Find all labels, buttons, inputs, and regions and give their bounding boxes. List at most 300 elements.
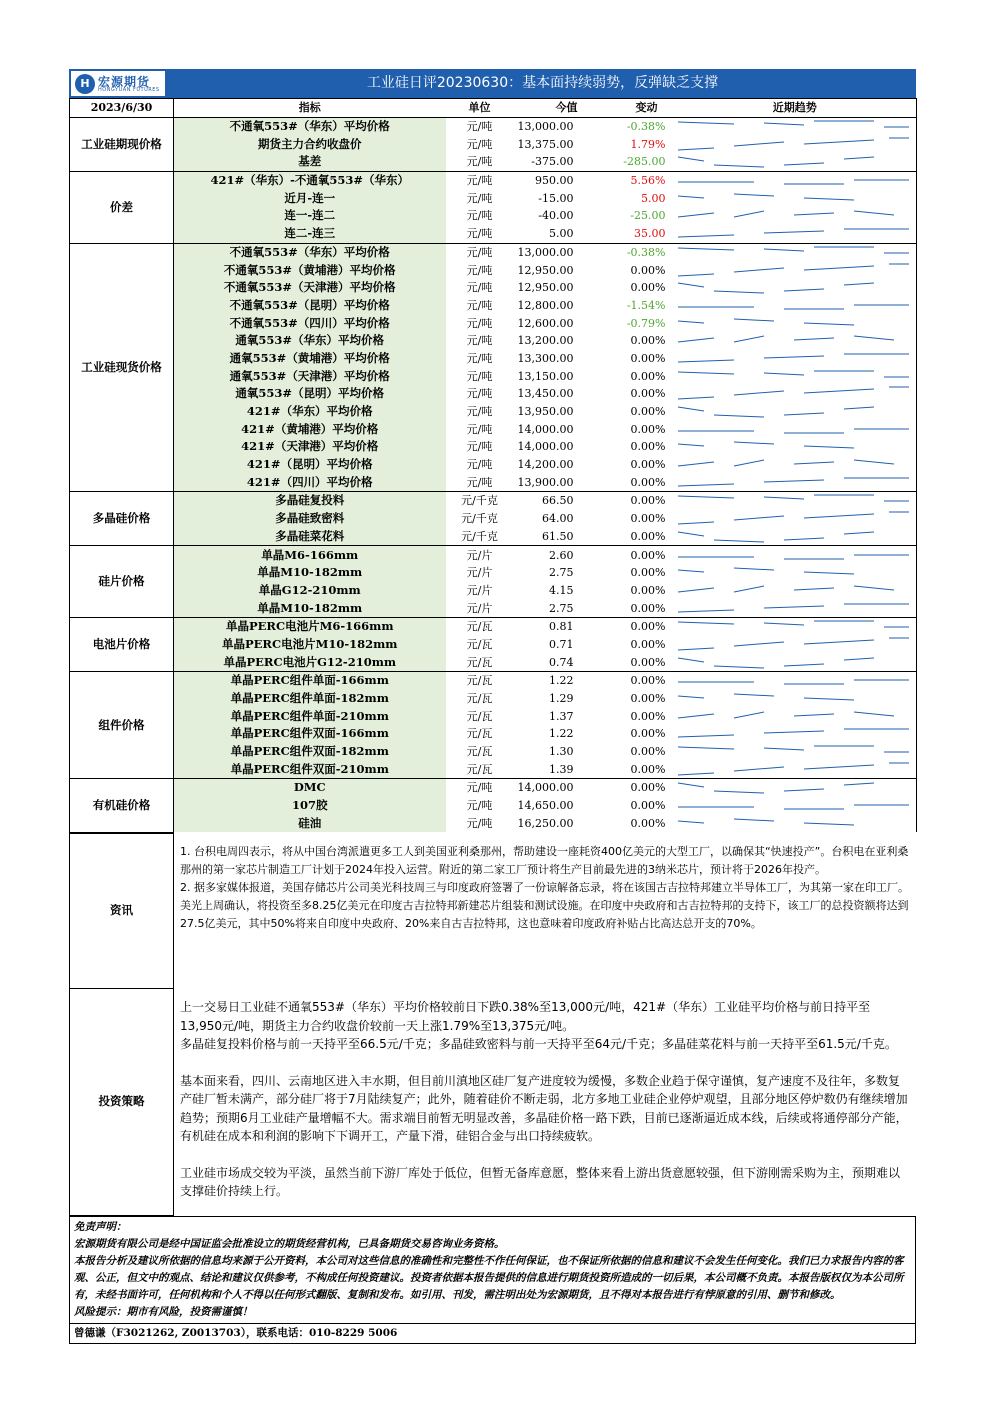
category-label: 多晶硅价格 [70,492,174,546]
indicator-name: 通氧553#（华东）平均价格 [174,332,446,350]
sparkline-cell [674,171,917,189]
strategy-content [174,988,917,1215]
sparkline-cell [674,456,917,474]
change-cell: 0.00% [630,799,666,813]
logo-text-en: HONGYUAN FUTURES [98,87,160,93]
sparkline-cell [674,135,917,153]
sparkline-cell [674,779,917,797]
value-cell: 12,950.00 [517,281,574,295]
value-cell: 4.15 [549,583,574,597]
unit-cell: 元/吨 [466,227,493,241]
unit-cell: 元/吨 [466,458,493,472]
sparkline [674,172,914,189]
table-row [70,189,917,207]
sparkline-cell [674,760,917,778]
unit-cell: 元/吨 [466,209,493,223]
sparkline-path [678,586,894,592]
strategy-row [70,988,917,1215]
report-title: 工业硅日评20230630：基本面持续弱势，反弹缺乏支撑 [366,75,719,91]
sparkline [674,279,914,296]
company-logo [71,71,165,96]
table-row [70,779,917,797]
sparkline [674,315,914,332]
sparkline [674,190,914,207]
sparkline-path [678,532,874,542]
indicator-name: 通氧553#（天津港）平均价格 [174,367,446,385]
table-row [70,350,917,368]
indicator-name: 单晶M10-182mm [174,564,446,582]
sparkline-cell [674,743,917,761]
unit-cell: 元/千克 [461,512,498,526]
sparkline-cell [674,653,917,671]
table-row [70,385,917,403]
sparkline [674,438,914,455]
change-cell: 0.00% [630,422,666,436]
change-cell: -25.00 [630,209,666,223]
report-page [69,69,916,1344]
sparkline-cell [674,350,917,368]
sparkline [674,153,914,170]
sparkline-path [678,305,909,309]
value-cell: 5.00 [549,227,574,241]
sparkline-cell [674,510,917,528]
change-cell: 0.00% [630,351,666,365]
value-cell: 0.71 [549,637,574,651]
value-cell: 1.29 [549,692,574,706]
logo-text-cn: 宏源期货 [98,75,151,89]
unit-cell: 元/吨 [466,440,493,454]
category-label: 有机硅价格 [70,779,174,833]
indicator-name: 不通氧553#（天津港）平均价格 [174,279,446,297]
disclaimer-para-1: 宏源期货有限公司是经中国证监会批准设立的期货经营机构，已具备期货交易咨询业务资格。 [74,1237,505,1250]
sparkline-cell [674,153,917,171]
sparkline-path [678,746,909,752]
unit-cell: 元/瓦 [466,655,493,669]
disclaimer-risk: 风险提示：期市有风险，投资需谨慎！ [74,1305,253,1318]
unit-cell: 元/吨 [466,369,493,383]
value-cell: 950.00 [514,171,620,189]
value-cell: 2.75 [549,566,574,580]
sparkline [674,262,914,279]
unit-cell: 元/片 [466,566,493,580]
sparkline [674,510,914,527]
unit-cell: 元/吨 [446,243,514,261]
change-cell: 0.00% [630,816,666,830]
sparkline-path [678,387,909,399]
table-row [70,456,917,474]
value-cell: 0.74 [549,655,574,669]
sparkline-path [678,138,909,150]
value-cell: -15.00 [538,191,574,205]
change-cell: 0.00% [630,709,666,723]
indicator-name: 不通氧553#（昆明）平均价格 [174,297,446,315]
table-row [70,225,917,243]
value-cell: -375.00 [531,155,574,169]
value-cell: 1.39 [549,762,574,776]
change-cell: 0.00% [630,637,666,651]
sparkline [674,547,914,564]
unit-cell: 元/吨 [466,799,493,813]
change-cell: 0.00% [630,745,666,759]
sparkline-path [678,694,874,702]
table-row [70,279,917,297]
table-row [70,332,917,350]
table-row [70,672,917,690]
change-cell: -1.54% [626,298,666,312]
indicator-name: 多晶硅复投料 [174,492,446,510]
sparkline [674,690,914,707]
sparkline [674,600,914,617]
table-row [70,403,917,421]
table-row [70,243,917,261]
analyst-contact: 曾德谦（F3021262, Z0013703），联系电话：010-8229 5006 [69,1324,916,1344]
sparkline-cell [674,617,917,635]
table-row [70,135,917,153]
change-cell: 0.00% [620,779,674,797]
col-indicator: 指标 [174,99,446,118]
value-cell: 12,800.00 [517,298,574,312]
indicator-name: 通氧553#（昆明）平均价格 [174,385,446,403]
table-row [70,582,917,600]
unit-cell: 元/吨 [466,405,493,419]
sparkline-cell [674,707,917,725]
change-cell: 0.00% [630,334,666,348]
sparkline-cell [674,385,917,403]
value-cell: 13,200.00 [517,334,574,348]
value-cell: 16,250.00 [517,816,574,830]
indicator-name: 107胶 [174,797,446,815]
sparkline-cell [674,672,917,690]
col-trend: 近期趋势 [674,99,917,118]
table-row [70,171,917,189]
unit-cell: 元/瓦 [466,637,493,651]
indicator-name: 单晶PERC组件单面-166mm [174,672,446,690]
sparkline [674,654,914,671]
sparkline-path [678,621,909,627]
indicator-name: 单晶PERC组件双面-210mm [174,760,446,778]
sparkline-path [678,460,894,466]
sparkline [674,761,914,778]
indicator-name: 多晶硅致密料 [174,510,446,528]
news-label: 资讯 [70,833,174,988]
indicator-name: DMC [174,779,446,797]
value-cell: 2.60 [514,546,620,564]
value-cell: 64.00 [542,512,574,526]
change-cell: 0.00% [630,727,666,741]
sparkline-path [678,638,909,650]
change-cell: 35.00 [634,227,666,241]
sparkline-path [678,783,874,793]
sparkline [674,582,914,599]
change-cell: 0.00% [630,475,666,489]
sparkline-path [678,121,909,127]
change-cell: -0.38% [620,117,674,135]
sparkline [674,618,914,635]
change-cell: 0.00% [630,440,666,454]
sparkline [674,385,914,402]
value-cell: 66.50 [514,492,620,510]
indicator-name: 421#（黄埔港）平均价格 [174,420,446,438]
sparkline-path [678,194,874,202]
change-cell: 0.00% [620,492,674,510]
category-label: 价差 [70,171,174,243]
sparkline-path [678,712,894,718]
unit-cell: 元/片 [446,546,514,564]
indicator-name: 不通氧553#（华东）平均价格 [174,117,446,135]
indicator-name: 单晶PERC电池片M10-182mm [174,636,446,654]
category-label: 工业硅期现价格 [70,117,174,171]
value-cell: 14,650.00 [517,799,574,813]
col-unit: 单位 [446,99,514,118]
unit-cell: 元/吨 [446,117,514,135]
change-cell: 0.00% [620,617,674,635]
table-row [70,473,917,491]
unit-cell: 元/瓦 [466,709,493,723]
sparkline-cell [674,582,917,600]
table-row [70,725,917,743]
indicator-name: 421#（华东）平均价格 [174,403,446,421]
indicator-name: 基差 [174,153,446,171]
value-cell: -40.00 [538,209,574,223]
indicator-name: 单晶PERC组件单面-210mm [174,707,446,725]
value-cell: 13,000.00 [514,117,620,135]
strategy-label: 投资策略 [70,988,174,1215]
sparkline-path [678,805,909,809]
sparkline-cell [674,207,917,225]
disclaimer-para-2: 本报告分析及建议所依据的信息均来源于公开资料，本公司对这些信息的准确性和完整性不作任何保证，也不保证所依据的信息和建议不会发生任何变化。我们已力求报告内容的客观、公正，但文中的观点、结论和建议仅供参考，不构成任何投资建议。投资者依据本报告提供的信息进行期货投资所造成的一切后果，本公司概不负责。本报告版权仅为本公司所有，未经书面许可，任何机构和个人不得以任何形式翻版、复制和发布。如引用、刊发，需注明出处为宏源期货，且不得对本报告进行有悖原意的引用、删节和修改。 [74,1254,904,1301]
table-row [70,420,917,438]
sparkline-path [678,495,909,501]
col-value: 今值 [514,99,620,118]
disclaimer [69,1216,916,1324]
indicator-name: 硅油 [174,815,446,833]
unit-cell: 元/片 [466,601,493,615]
sparkline-cell [674,546,917,564]
value-cell: 0.81 [514,617,620,635]
sparkline-path [678,680,909,684]
table-row [70,207,917,225]
sparkline-cell [674,297,917,315]
unit-cell: 元/瓦 [466,762,493,776]
change-cell: 1.79% [630,137,666,151]
change-cell: 0.00% [630,405,666,419]
sparkline [674,564,914,581]
value-cell: 14,200.00 [517,458,574,472]
sparkline [674,368,914,385]
sparkline-cell [674,564,917,582]
indicator-name: 不通氧553#（黄埔港）平均价格 [174,261,446,279]
unit-cell: 元/千克 [461,529,498,543]
unit-cell: 元/吨 [466,263,493,277]
sparkline-cell [674,690,917,708]
indicator-name: 单晶PERC组件单面-182mm [174,690,446,708]
sparkline-cell [674,599,917,617]
sparkline-path [678,336,894,342]
sparkline-cell [674,797,917,815]
sparkline-cell [674,528,917,546]
unit-cell: 元/吨 [446,171,514,189]
unit-cell: 元/吨 [466,191,493,205]
value-cell: 12,950.00 [517,263,574,277]
table-row [70,617,917,635]
value-cell: 2.75 [549,601,574,615]
value-cell: 13,450.00 [517,387,574,401]
table-row [70,314,917,332]
strategy-para-1: 上一交易日工业硅不通氧553#（华东）平均价格较前日下跌0.38%至13,000元/吨，421#（华东）工业硅平均价格与前日持平至13,950元/吨，期货主力合约收盘价较前一天上涨1.79%至13,375元/吨。 [180,1000,871,1033]
sparkline [674,207,914,224]
sparkline [674,225,914,242]
category-label: 电池片价格 [70,617,174,671]
table-row [70,653,917,671]
indicator-name: 单晶PERC组件双面-182mm [174,743,446,761]
sparkline-cell [674,117,917,135]
category-label: 组件价格 [70,672,174,779]
price-table [69,98,917,833]
table-row [70,707,917,725]
news-content [174,833,917,988]
value-cell: 13,950.00 [517,405,574,419]
sparkline [674,492,914,509]
sparkline-cell [674,403,917,421]
news-item-2: 2. 据多家媒体报道，美国存储芯片公司美光科技周三与印度政府签署了一份谅解备忘录，将在该国古吉拉特邦建立半导体工厂，为其第一家在印工厂。 美光上周确认，将投资至多8.25亿美元在印度古吉拉特邦新建芯片组装和测试设施。在印度中央政府和古吉拉特邦的支持下，该工厂的总投资额将达到27.5亿美元，其中50%将来自印度中央政府、20%来自古吉拉特邦，这也意味着印度政府补贴占比高达总开支的70%。 [180,881,909,931]
indicator-name: 连二-连三 [174,225,446,243]
sparkline [674,743,914,760]
unit-cell: 元/吨 [466,387,493,401]
table-row [70,760,917,778]
sparkline-path [678,229,909,237]
value-cell: 13,300.00 [517,351,574,365]
sparkline-path [678,157,874,167]
category-label: 硅片价格 [70,546,174,618]
sparkline [674,136,914,153]
sparkline [674,672,914,689]
sparkline-path [678,763,909,775]
table-header-row [70,99,917,118]
value-cell: 12,600.00 [517,316,574,330]
sparkline [674,244,914,261]
indicator-name: 连一-连二 [174,207,446,225]
sparkline [674,636,914,653]
change-cell: 0.00% [630,369,666,383]
news-row [70,833,917,988]
table-row [70,367,917,385]
value-cell: 13,900.00 [517,475,574,489]
col-change: 变动 [620,99,674,118]
change-cell: 0.00% [630,566,666,580]
category-label: 工业硅现货价格 [70,243,174,492]
value-cell: 14,000.00 [514,779,620,797]
sparkline [674,815,914,832]
sparkline-path [678,180,909,184]
unit-cell: 元/吨 [466,137,493,151]
indicator-name: 多晶硅菜花料 [174,528,446,546]
sparkline [674,725,914,742]
sparkline [674,297,914,314]
sparkline [674,708,914,725]
indicator-name: 单晶PERC电池片M6-166mm [174,617,446,635]
news-item-1: 1. 台积电周四表示，将从中国台湾派遣更多工人到美国亚利桑那州，帮助建设一座耗资400亿美元的大型工厂，以确保其“快速投产”。台积电在亚利桑那州的第一家芯片制造工厂计划于2024年投入运营。附近的第二家工厂预计将生产目前最先进的3纳米芯片，预计将于2026年投产。 [180,845,909,877]
table-row [70,599,917,617]
change-cell: 0.00% [630,387,666,401]
unit-cell: 元/吨 [466,298,493,312]
indicator-name: 单晶PERC组件双面-166mm [174,725,446,743]
sparkline-cell [674,243,917,261]
unit-cell: 元/瓦 [466,745,493,759]
table-row [70,510,917,528]
sparkline-path [678,247,909,253]
change-cell: 0.00% [630,762,666,776]
sparkline-cell [674,420,917,438]
change-cell: -285.00 [623,155,666,169]
unit-cell: 元/瓦 [446,617,514,635]
indicator-name: 单晶M10-182mm [174,599,446,617]
sparkline-path [678,512,909,524]
sparkline-path [678,407,874,417]
table-row [70,153,917,171]
sparkline-path [678,819,874,827]
report-header [69,69,916,98]
unit-cell: 元/吨 [466,155,493,169]
indicator-name: 不通氧553#（四川）平均价格 [174,314,446,332]
change-cell: 0.00% [630,458,666,472]
change-cell: 0.00% [620,546,674,564]
change-cell: 0.00% [620,672,674,690]
change-cell: 0.00% [630,263,666,277]
sparkline-path [678,264,909,276]
table-row [70,797,917,815]
indicator-name: 近月-连一 [174,189,446,207]
strategy-para-3: 基本面来看，四川、云南地区进入丰水期，但目前川滇地区硅厂复产进度较为缓慢，多数企业趋于保守谨慎，复产速度不及往年，多数复产硅厂暂未满产，部分硅厂将于7月陆续复产；此外，随着硅价不断走弱，北方多地工业硅企业停炉观望，且部分地区停炉数仍有继续增加趋势；预期6月工业硅产量增幅不大。需求端目前暂无明显改善，多晶硅价格一路下跌，目前已逐渐逼近成本线，后续或将通停部分产能，有机硅在成本和利润的影响下下调开工，产量下滑，硅铝合金与出口持续疲软。 [180,1073,908,1144]
unit-cell: 元/吨 [466,334,493,348]
table-row [70,636,917,654]
table-row [70,261,917,279]
sparkline [674,797,914,814]
sparkline-cell [674,725,917,743]
sparkline-path [678,283,874,293]
table-row [70,492,917,510]
indicator-name: 421#（昆明）平均价格 [174,456,446,474]
change-cell: 5.00 [641,191,666,205]
sparkline-cell [674,367,917,385]
value-cell: 61.50 [542,529,574,543]
unit-cell: 元/吨 [446,779,514,797]
sparkline [674,779,914,796]
sparkline-path [678,429,909,433]
sparkline-cell [674,189,917,207]
table-row [70,546,917,564]
unit-cell: 元/吨 [466,281,493,295]
table-row [70,528,917,546]
logo-mark-icon: H [75,74,95,94]
table-row [70,564,917,582]
sparkline [674,421,914,438]
sparkline-path [678,211,894,217]
sparkline [674,118,914,135]
value-cell: 1.22 [514,672,620,690]
sparkline-path [678,555,909,559]
sparkline-cell [674,261,917,279]
report-date: 2023/6/30 [70,99,174,118]
sparkline-path [678,319,874,327]
sparkline [674,403,914,420]
unit-cell: 元/吨 [466,475,493,489]
sparkline-cell [674,815,917,833]
sparkline-cell [674,225,917,243]
indicator-name: 通氧553#（黄埔港）平均价格 [174,350,446,368]
value-cell: 1.30 [549,745,574,759]
value-cell: 13,375.00 [517,137,574,151]
sparkline [674,528,914,545]
